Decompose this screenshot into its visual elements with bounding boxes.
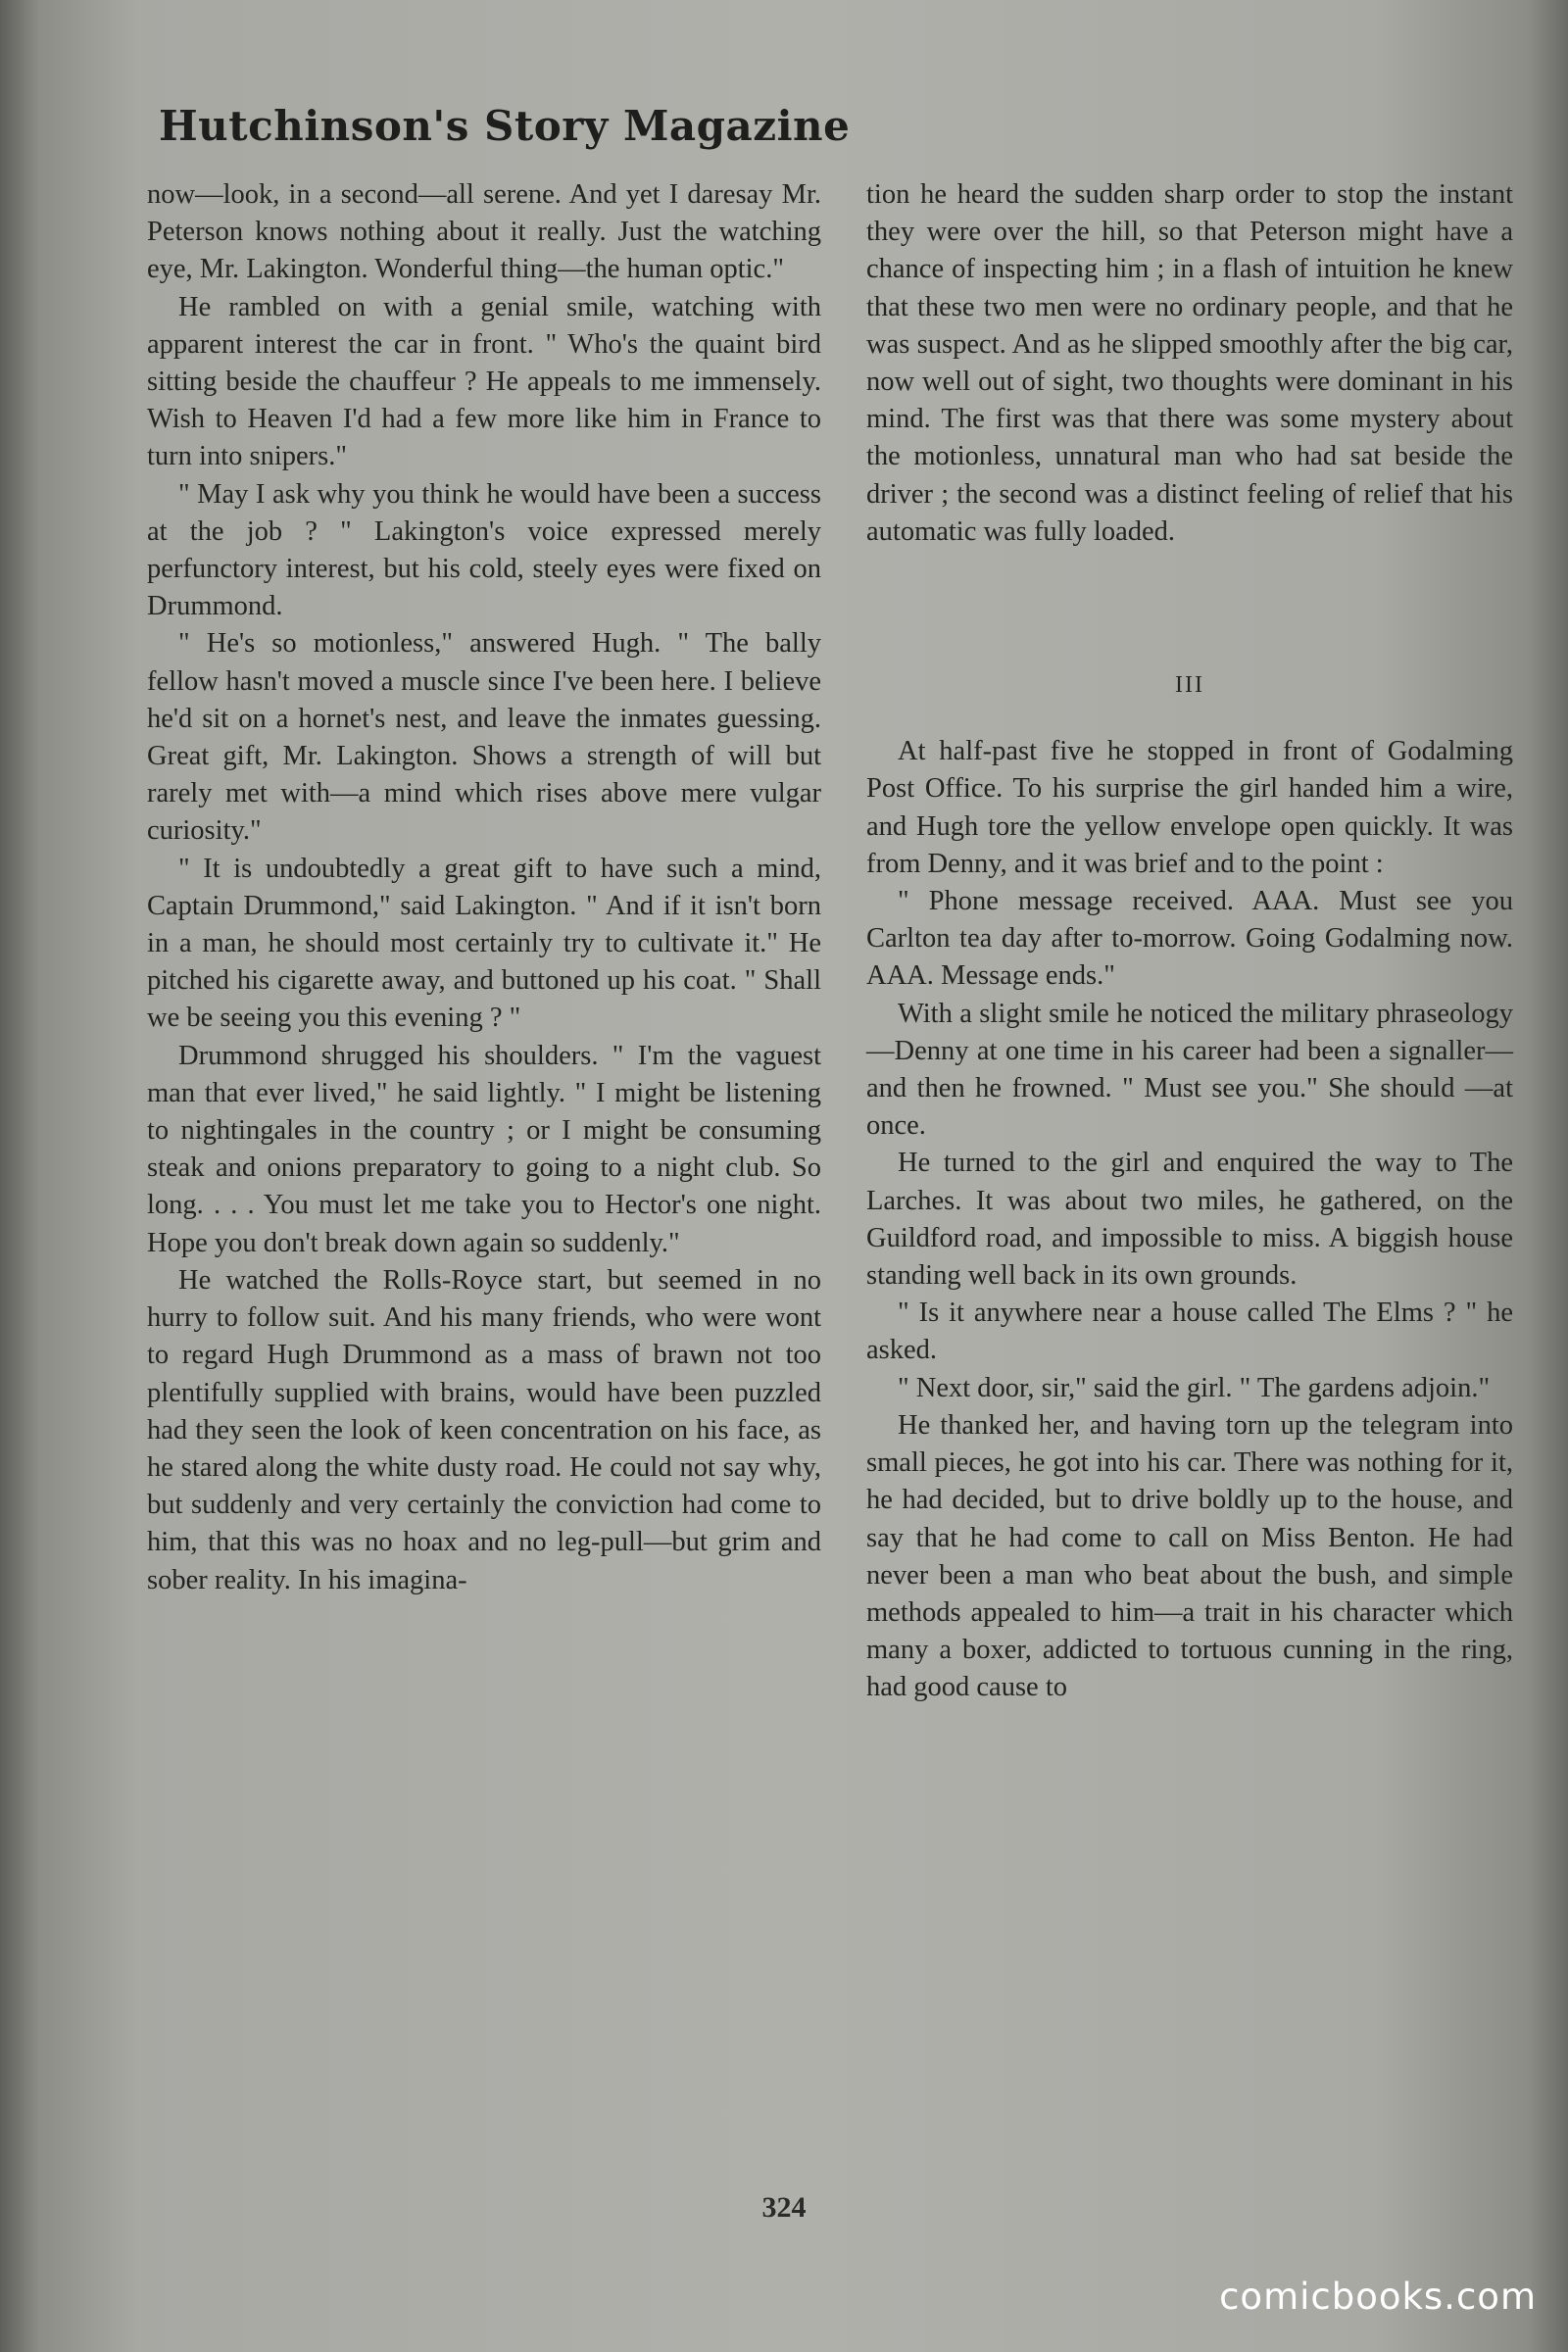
paragraph: He turned to the girl and enquired the way to The Larches. It was about two miles, he gathered, on the Guildford road, and impossible to miss. A biggish house standing well back in its own grounds. (866, 1148, 1513, 1292)
page-number: 324 (761, 2191, 807, 2224)
paragraph: tion he heard the sudden sharp order to stop the instant they were over the hill, so that Peterson might have a chance of inspecting him ; in a flash of intuition he knew that these two men were no ordinary people, and that he was suspect. And as he slipped smoothly after the big car, now well out of sight, two thoughts were dominant in his mind. The first was that there was some mystery about the motionless, unnatural man who had sat beside the driver ; the second was a distinct feeling of relief that his automatic was fully loaded. (866, 179, 1513, 547)
paragraph: " Next door, sir," said the girl. " The gardens adjoin." (898, 1372, 1491, 1403)
paragraph: " He's so motionless," answered Hugh. " The bally fellow hasn't moved a muscle since I've been here. I believe he'd sit on a hornet's nest, and leave the inmates guessing. Great gift, Mr. Lakington. Shows a strength of will but rarely met with—a mind which rises above mere vulgar curiosity." (147, 628, 821, 847)
paragraph: He watched the Rolls-Royce start, but seemed in no hurry to follow suit. And his many friends, who were wont to regard Hugh Drummond as a mass of brawn not too plentifully supplied with brains, would have been puzzled had they seen the look of keen concentration on his face, as he stared along the white dusty road. He could not say why, but suddenly and very certainly the conviction had come to him, that this was no hoax and no leg-pull—but grim and sober reality. In his imagina- (147, 1264, 821, 1595)
section-number: III (1175, 672, 1204, 699)
paragraph: " May I ask why you think he would have been a success at the job ? " Lakington's voice expressed merely perfunctory interest, but his cold, steely eyes were fixed on Drummond. (147, 478, 821, 622)
watermark: comicbooks.com (1219, 2276, 1537, 2318)
paragraph: At half-past five he stopped in front of Godalming Post Office. To his surprise the girl handed him a wire, and Hugh tore the yellow envelope open quickly. It was from Denny, and it was brief and to the point : (866, 736, 1513, 879)
paragraph: He thanked her, and having torn up the telegram into small pieces, he got into his car. There was nothing for it, he had decided, but to drive boldly up to the house, and say that he had come to call on Miss Benton. He had never been a man who beat about the bush, and simple methods appealed to him—a trait in his character which many a boxer, addicted to tortuous cunning in the ring, had good cause to (866, 1409, 1513, 1703)
paragraph: now—look, in a second—all serene. And yet I daresay Mr. Peterson knows nothing about it really. Just the watching eye, Mr. Lakington. Wonderful thing—the human optic." (147, 179, 821, 285)
paragraph: " Is it anywhere near a house called The Elms ? " he asked. (866, 1298, 1513, 1366)
paragraph: " Phone message received. AAA. Must see you Carlton tea day after to-morrow. Going Godalming now. AAA. Message ends." (866, 886, 1513, 992)
right-column (866, 176, 1513, 1707)
paragraph: " It is undoubtedly a great gift to have such a mind, Captain Drummond," said Lakington. " And if it isn't born in a man, he should most certainly try to cultivate it." He pitched his cigarette away, and buttoned up his coat. " Shall we be seeing you this evening ? " (147, 853, 821, 1034)
page-title: Hutchinson's Story Magazine (159, 102, 851, 150)
paragraph: He rambled on with a genial smile, watching with apparent interest the car in front. " Who's the quaint bird sitting beside the chauffeur ? He appeals to me immensely. Wish to Heaven I'd had a few more like him in France to turn into snipers." (147, 291, 821, 472)
paragraph: With a slight smile he noticed the military phraseology—Denny at one time in his career had been a signaller—and then he frowned. " Must see you." She should —at once. (866, 998, 1513, 1142)
right-column-bottom-text (866, 733, 1513, 1706)
paragraph: Drummond shrugged his shoulders. " I'm the vaguest man that ever lived," he said lightly. " I might be listening to nightingales in the country ; or I might be consuming steak and onions preparatory to going to a night club. So long. . . . You must let me take you to Hector's one night. Hope you don't break down again so suddenly." (147, 1040, 821, 1258)
left-column (147, 176, 821, 1599)
right-column-top-text (866, 176, 1513, 551)
